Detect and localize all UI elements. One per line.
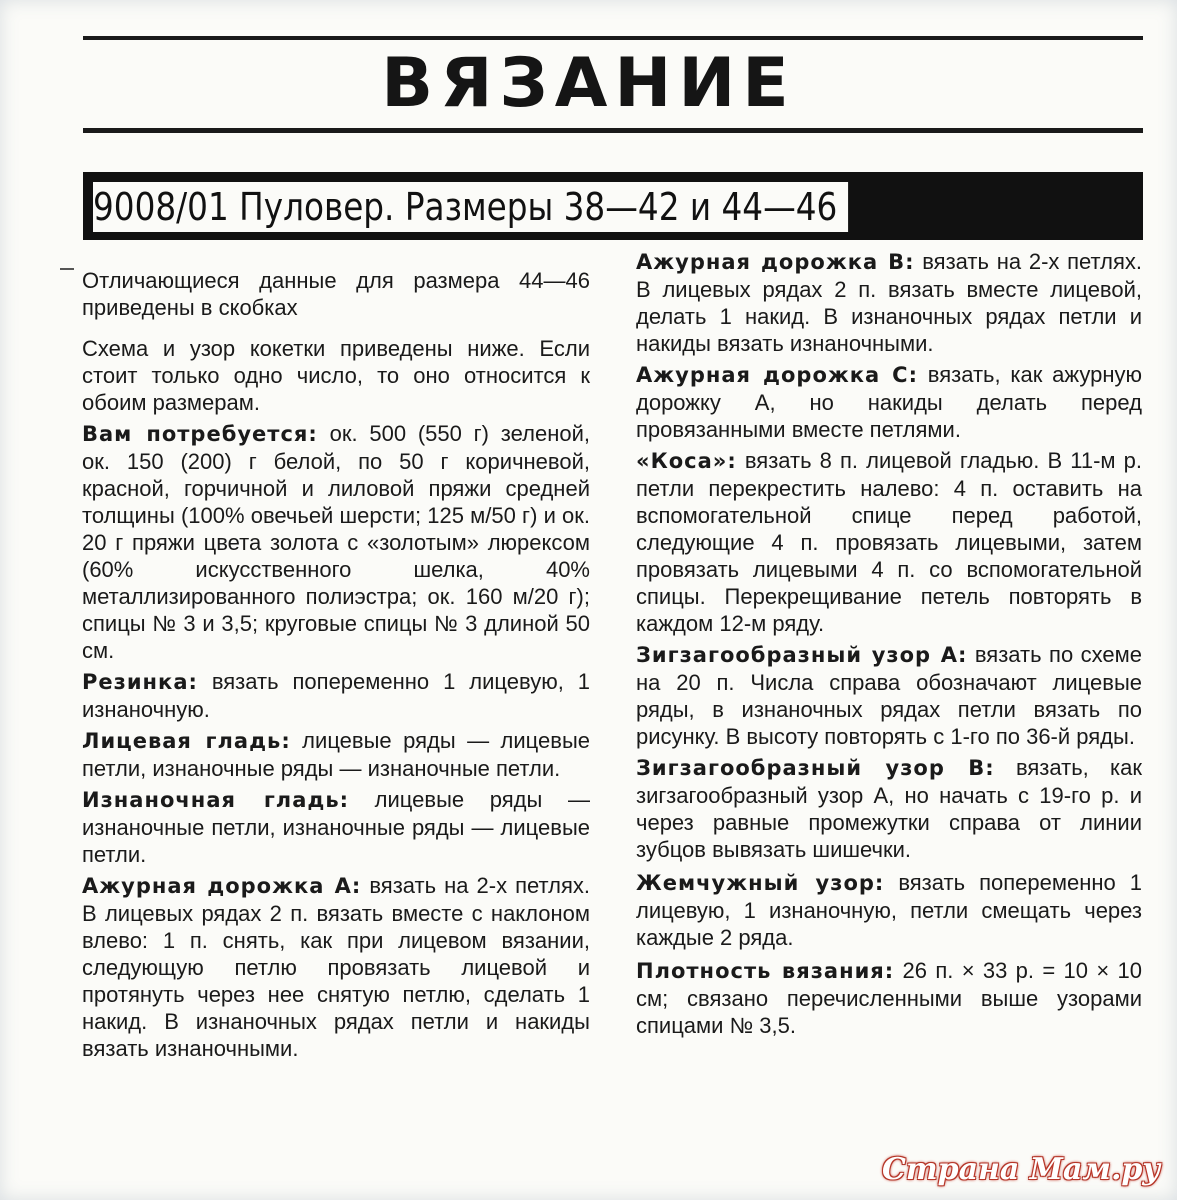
materials-heading: Вам потребуется: — [82, 422, 318, 446]
reverse-stockinette-heading: Изнаночная гладь: — [82, 788, 349, 812]
size-note: Отличающиеся данные для размера 44—46 приведены в скобках — [82, 268, 590, 320]
bottom-rule — [83, 128, 1143, 133]
right-column — [636, 248, 1142, 1043]
stockinette-heading: Лицевая гладь: — [82, 729, 291, 753]
lace-a-paragraph: Ажурная дорожка А: вязать на 2-х петлях. В лицевых рядах 2 п. вязать вместе с наклоном влево: 1 п. снять, как при лицевом вязании, следующую петлю провязать лицевой и протянуть через нее снятую петлю, сделать 1 накид. В изнаночных рядах петли и накиды вязать изнаночными. — [82, 873, 591, 1061]
margin-mark — [60, 268, 74, 270]
zigzag-a-paragraph: Зигзагообразный узор А: вязать по схеме на 20 п. Числа справа обозначают лицевые ряды, в изнаночных рядах петли вязать по рисунку. В высоту повторять с 1-го по 36-й ряды. — [636, 642, 1142, 749]
reverse-stockinette-paragraph: Изнаночная гладь: лицевые ряды — изнаночные петли, изнаночные ряды — лицевые петли. — [82, 787, 590, 867]
zigzag-b-paragraph: Зигзагообразный узор В: вязать, как зигзагообразный узор А, но начать с 19-го р. и через равные промежутки справа от линии зубцов вывязать шишечки. — [636, 755, 1142, 862]
lace-b-paragraph: Ажурная дорожка В: вязать на 2-х петлях. В лицевых рядах 2 п. вязать вместе лицевой, делать 1 накид. В изнаночных рядах петли и накиды вязать изнаночными. — [636, 249, 1143, 356]
cable-heading: «Коса»: — [636, 449, 737, 473]
cable-paragraph: «Коса»: вязать 8 п. лицевой гладью. В 11-м р. петли перекрестить налево: 4 п. оставить на вспомогательной спице перед работой, следующие 4 п. провязать лицевыми, затем провязать лицевыми 4 п. со вспомогательной спицы. Перекрещивание петель повторять в каждом 12-м ряду. — [636, 448, 1142, 636]
materials-paragraph: Вам потребуется: ок. 500 (550 г) зеленой, ок. 150 (200) г белой, по 50 г коричневой, красной, горчичной и лиловой пряжи средней толщины (100% овечьей шерсти; 125 м/50 г) и ок. 20 г пряжи цвета золота с «золотым» люрексом (60% искусственного шелка, 40% металлизированного полиэстра; ок. 160 м/20 г); спицы № 3 и 3,5; круговые спицы № 3 длиной 50 см. — [82, 421, 590, 663]
rib-paragraph: Резинка: вязать попеременно 1 лицевую, 1 изнаночную. — [82, 669, 590, 722]
scheme-note: Схема и узор кокетки приведены ниже. Если стоит только одно число, то оно относится к обоим размерам. — [82, 336, 590, 415]
page-title: ВЯЗАНИЕ — [381, 44, 796, 123]
seed-stitch-heading: Жемчужный узор: — [636, 871, 885, 895]
article-header: 9008/01 Пуловер. Размеры 38—42 и 44—46 — [93, 182, 848, 232]
lace-c-heading: Ажурная дорожка С: — [636, 363, 918, 387]
zigzag-b-heading: Зигзагообразный узор В: — [636, 756, 995, 780]
zigzag-a-heading: Зигзагообразный узор А: — [636, 643, 968, 667]
seed-stitch-paragraph: Жемчужный узор: вязать попеременно 1 лицевую, 1 изнаночную, петли смещать через каждые 2 ряда. — [636, 870, 1142, 950]
gauge-paragraph: Плотность вязания: 26 п. × 33 р. = 10 × 10 см; связано перечисленными выше узорами спицами № 3,5. — [636, 958, 1143, 1038]
site-watermark-logo: Страна Мам.ру — [882, 1152, 1161, 1187]
article-header-bar — [83, 172, 1143, 240]
gauge-heading: Плотность вязания: — [636, 959, 895, 983]
rib-heading: Резинка: — [82, 670, 198, 694]
lace-b-heading: Ажурная дорожка В: — [636, 250, 915, 274]
lace-c-paragraph: Ажурная дорожка С: вязать, как ажурную дорожку А, но накиды делать перед провязанными вместе петлями. — [636, 362, 1142, 442]
top-rule — [83, 36, 1143, 40]
stockinette-paragraph: Лицевая гладь: лицевые ряды — лицевые петли, изнаночные ряды — изнаночные петли. — [82, 728, 590, 781]
left-column — [82, 267, 590, 1066]
lace-a-heading: Ажурная дорожка А: — [82, 874, 362, 898]
